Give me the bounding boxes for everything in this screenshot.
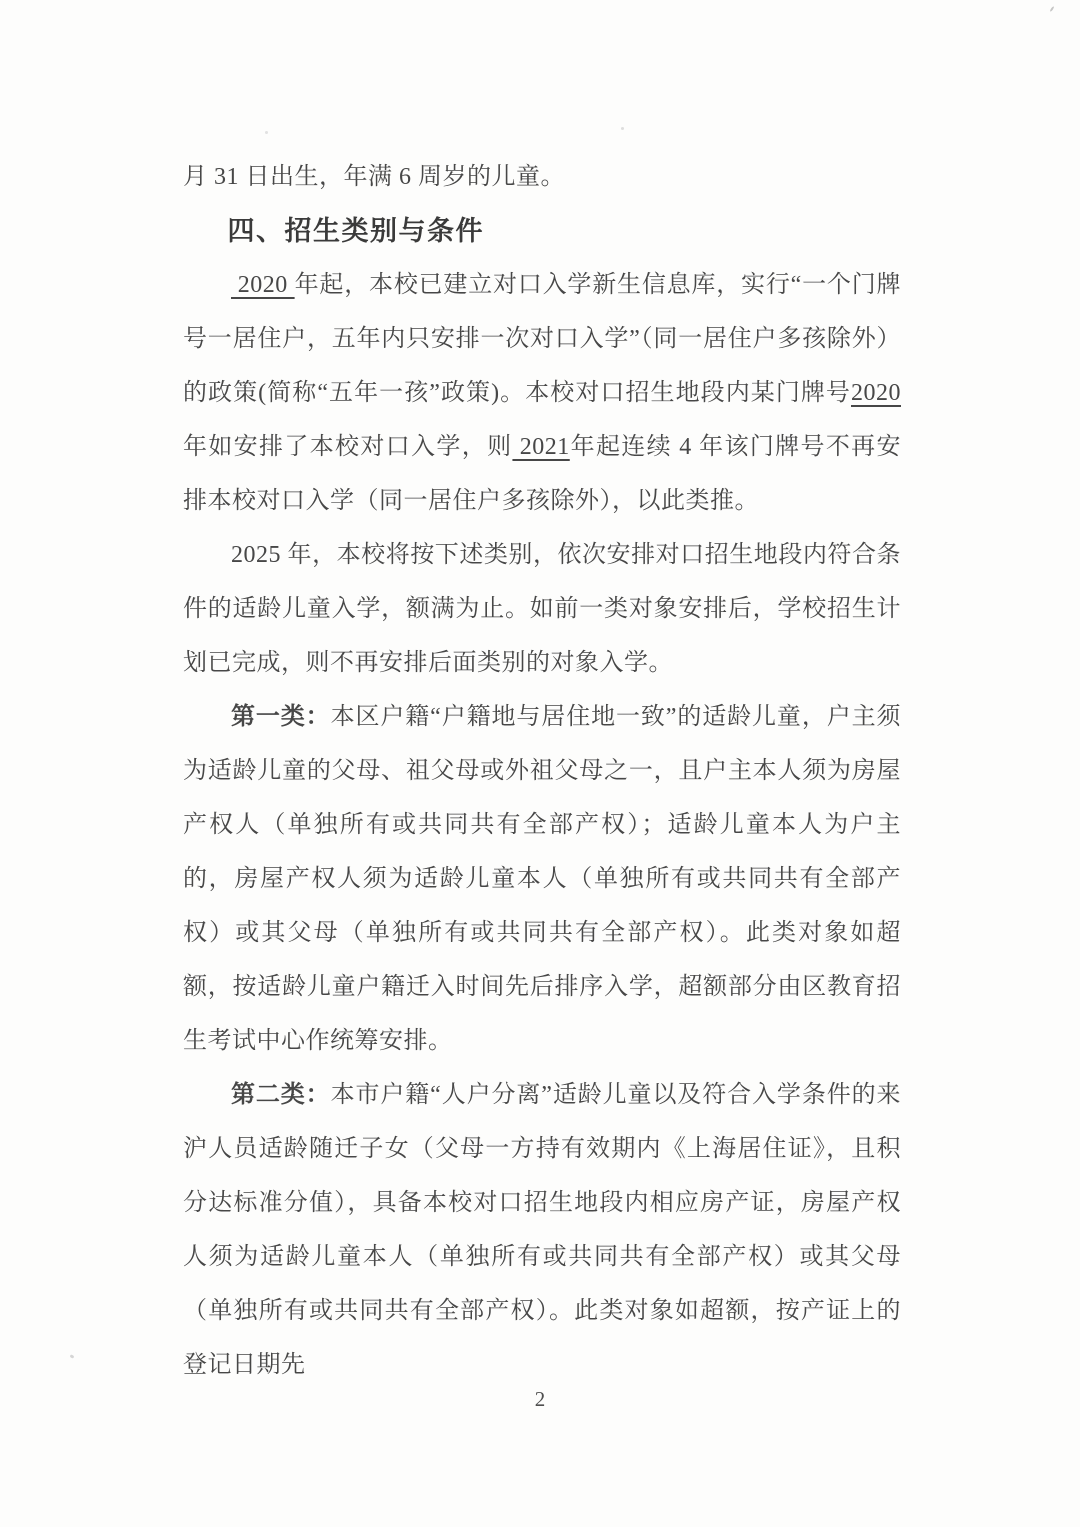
emphasis-text: 第二类：: [231, 1082, 331, 1108]
text-run: 年起，本校已建立对口入学新生信息库，实行“一个门牌号一居住户，五年内只安排一次对口入学”（同一居住户多孩除外）的政策(简称“五年一孩”政策)。本校对口招生地段内某门牌号: [183, 272, 902, 406]
text-run: 2025 年，本校将按下述类别，依次安排对口招生地段内符合条件的适龄儿童入学，额满为止。如前一类对象安排后，学校招生计划已完成，则不再安排后面类别的对象入学。: [183, 542, 901, 676]
underlined-text: 2021: [512, 434, 570, 460]
category-2-paragraph: [183, 1068, 901, 1392]
text-run: 年如安排了本校对口入学，则: [183, 434, 513, 460]
text-run: 年起连续 4 年该门牌号不再安排本校对口入学（同一居住户多孩除外），以此类推。: [183, 434, 902, 514]
underlined-text: 2020: [231, 272, 295, 298]
text-run: 本区户籍“户籍地与居住地一致”的适龄儿童，户主须为适龄儿童的父母、祖父母或外祖父母之一，且户主本人须为房屋产权人（单独所有或共同共有全部产权）；适龄儿童本人为户主的，房屋产权人须为适龄儿童本人（单独所有或共同共有全部产权）或其父母（单独所有或共同共有全部产权）。此类对象如超额，按适龄儿童户籍迁入时间先后排序入学，超额部分由区教育招生考试中心作统筹安排。: [183, 704, 902, 1054]
emphasis-text: 第一类：: [231, 704, 331, 730]
arrangement-paragraph: [183, 528, 901, 690]
policy-paragraph: [183, 258, 901, 528]
page-number: 2: [534, 1387, 546, 1411]
emphasis-text: 四、招生类别与条件: [227, 216, 485, 246]
continuation-paragraph: [183, 150, 901, 204]
category-1-paragraph: [183, 690, 901, 1068]
text-run: 月 31 日出生，年满 6 周岁的儿童。: [183, 164, 565, 190]
document-body: [183, 150, 901, 1392]
underlined-text: 2020: [851, 380, 901, 406]
text-run: 本市户籍“人户分离”适龄儿童以及符合入学条件的来沪人员适龄随迁子女（父母一方持有效期内《上海居住证》，且积分达标准分值），具备本校对口招生地段内相应房产证，房屋产权人须为适龄儿童本人（单独所有或共同共有全部产权）或其父母（单独所有或共同共有全部产权）。此类对象如超额，按产证上的登记日期先: [183, 1082, 902, 1378]
scan-speck: [70, 1354, 75, 1359]
scan-speck: [265, 131, 268, 134]
section-heading: [183, 204, 901, 258]
scan-speck: [1049, 6, 1054, 12]
scan-speck: [621, 127, 624, 130]
